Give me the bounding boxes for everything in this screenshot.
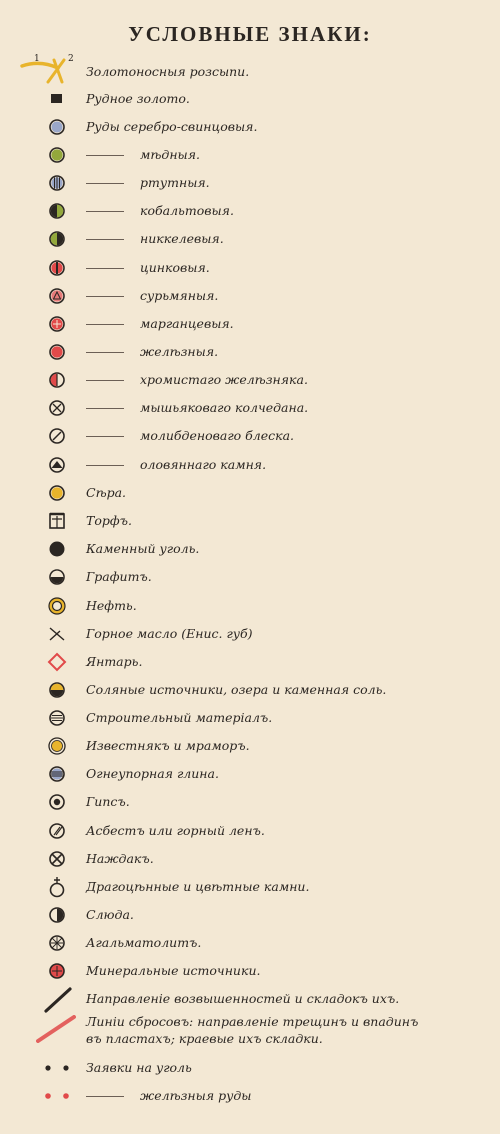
legend-item <box>0 732 500 760</box>
ditto-dash <box>86 1096 124 1097</box>
legend-item <box>0 141 500 169</box>
ditto-dash <box>86 211 124 212</box>
legend-label-text: Агальматолитъ. <box>86 935 202 950</box>
building-material-icon <box>40 704 74 732</box>
legend-label-text: никкелевыя. <box>140 231 224 246</box>
legend-label-text: Наждакъ. <box>86 851 154 866</box>
legend-label-text: мышьяковаго колчедана. <box>140 400 309 415</box>
legend-label-text: Янтарь. <box>86 654 143 669</box>
mineral-spring-icon <box>40 957 74 985</box>
oil-icon <box>40 592 74 620</box>
zinc-icon <box>40 254 74 282</box>
legend-label-text: въ пластахъ; краевые ихъ складки. <box>86 1031 323 1046</box>
gemstone-icon <box>40 873 74 901</box>
legend-label-text: Нефть. <box>86 598 137 613</box>
legend-label <box>86 626 253 641</box>
ditto-dash <box>86 324 124 325</box>
mountain-oil-icon <box>40 620 74 648</box>
legend-label <box>86 823 265 838</box>
gypsum-icon <box>40 788 74 816</box>
legend-label-text: Заявки на уголь <box>86 1060 192 1075</box>
nickel-icon <box>40 225 74 253</box>
coal-icon <box>40 535 74 563</box>
legend-item <box>0 85 500 113</box>
legend-label <box>86 682 386 697</box>
legend-item <box>0 366 500 394</box>
legend-label <box>86 654 142 669</box>
ridge-direction-icon <box>40 985 74 1013</box>
legend-label-text: молибденоваго блеска. <box>140 428 295 443</box>
sulfur-icon <box>40 479 74 507</box>
legend-label-text: Огнеупорная глина. <box>86 766 219 781</box>
legend-label <box>86 935 201 950</box>
legend-label <box>86 738 250 753</box>
tin-icon <box>40 451 74 479</box>
legend-label <box>86 64 249 79</box>
iron-icon <box>40 338 74 366</box>
agalmatolite-icon <box>40 929 74 957</box>
gold-placer-number: 2 <box>68 54 74 64</box>
legend-label-text: Драгоцѣнные и цвѣтные камни. <box>86 879 310 894</box>
legend-label <box>86 963 260 978</box>
legend-item <box>0 394 500 422</box>
ditto-dash <box>86 465 124 466</box>
legend-item <box>0 479 500 507</box>
legend-label <box>86 1013 418 1047</box>
legend-item <box>0 54 500 86</box>
legend-label <box>86 851 154 866</box>
silver-lead-icon <box>40 113 74 141</box>
mica-icon <box>40 901 74 929</box>
legend-item <box>0 676 500 704</box>
ore-gold-square-icon <box>40 85 74 113</box>
legend-label-text: Соляные источники, озера и каменная соль. <box>86 682 387 697</box>
legend-label-text: Гипсъ. <box>86 794 130 809</box>
chromite-icon <box>40 366 74 394</box>
legend-item <box>0 507 500 535</box>
legend-label <box>86 766 219 781</box>
legend-item <box>0 845 500 873</box>
legend-label-text: Золотоносныя розсыпи. <box>86 64 250 79</box>
gold-placer-icon <box>18 58 74 86</box>
legend-label <box>86 91 190 106</box>
ditto-dash <box>86 296 124 297</box>
legend-label-text: Направленіе возвышенностей и складокъ ихъ. <box>86 991 400 1006</box>
legend-label-text: ртутныя. <box>140 175 210 190</box>
legend-label <box>86 372 308 387</box>
legend-item <box>0 1082 500 1110</box>
legend-label <box>86 428 294 443</box>
legend-label-text: хромистаго желѣзняка. <box>140 372 308 387</box>
legend-label-text: мѣдныя. <box>140 147 200 162</box>
legend-item <box>0 197 500 225</box>
legend-item <box>0 929 500 957</box>
legend-label <box>86 288 218 303</box>
legend-label <box>86 203 234 218</box>
legend-label-text: Известнякъ и мраморъ. <box>86 738 250 753</box>
legend-label <box>86 598 137 613</box>
legend-label <box>86 907 134 922</box>
ditto-dash <box>86 352 124 353</box>
legend-item <box>0 535 500 563</box>
legend-label-text: Линіи сбросовъ: направленіе трещинъ и впадинъ <box>86 1014 419 1029</box>
legend-item <box>0 225 500 253</box>
legend-item <box>0 760 500 788</box>
legend-item <box>0 704 500 732</box>
fireclay-icon <box>40 760 74 788</box>
legend-label <box>86 231 224 246</box>
legend-label-text: Слюда. <box>86 907 134 922</box>
ditto-dash <box>86 436 124 437</box>
legend-label-text: Асбестъ или горный ленъ. <box>86 823 265 838</box>
legend-label-text: Каменный уголь. <box>86 541 200 556</box>
legend-item <box>0 422 500 450</box>
legend-label <box>86 119 257 134</box>
ditto-dash <box>86 155 124 156</box>
legend-item <box>0 901 500 929</box>
legend-label-text: сурьмяныя. <box>140 288 219 303</box>
iron-claim-icon <box>40 1082 74 1110</box>
legend-label-text: Руды серебро-свинцовыя. <box>86 119 258 134</box>
legend-label <box>86 316 234 331</box>
legend-label-text: желѣзныя руды <box>140 1088 252 1103</box>
legend-label <box>86 175 210 190</box>
legend-label <box>86 400 308 415</box>
manganese-icon <box>40 310 74 338</box>
legend-label-text: оловяннаго камня. <box>140 457 267 472</box>
legend-label-text: цинковыя. <box>140 260 210 275</box>
legend-item <box>0 1054 500 1082</box>
legend-label-text: Торфъ. <box>86 513 132 528</box>
legend-item <box>0 113 500 141</box>
legend-label <box>86 344 218 359</box>
ditto-dash <box>86 183 124 184</box>
legend-label <box>86 991 399 1006</box>
cobalt-icon <box>40 197 74 225</box>
emery-icon <box>40 845 74 873</box>
limestone-icon <box>40 732 74 760</box>
legend-item <box>0 620 500 648</box>
legend-label-text: марганцевыя. <box>140 316 234 331</box>
legend-item <box>0 873 500 901</box>
legend-item <box>0 282 500 310</box>
legend-label-text: кобальтовыя. <box>140 203 234 218</box>
legend-label <box>86 1060 192 1075</box>
legend-label <box>86 710 272 725</box>
legend-label-text: Графитъ. <box>86 569 152 584</box>
legend-label <box>86 569 152 584</box>
fault-line-icon <box>34 1013 78 1045</box>
legend-item <box>0 451 500 479</box>
legend-label-text: Горное масло (Енис. губ) <box>86 626 253 641</box>
legend-label <box>86 794 130 809</box>
legend-item <box>0 985 500 1013</box>
legend-label-text: Минеральные источники. <box>86 963 261 978</box>
copper-icon <box>40 141 74 169</box>
salt-icon <box>40 676 74 704</box>
legend-label <box>86 513 132 528</box>
ditto-dash <box>86 268 124 269</box>
legend-item <box>0 1013 500 1046</box>
legend-item <box>0 254 500 282</box>
legend-item <box>0 169 500 197</box>
legend-label-text: Рудное золото. <box>86 91 190 106</box>
ditto-dash <box>86 239 124 240</box>
antimony-icon <box>40 282 74 310</box>
legend-item <box>0 592 500 620</box>
legend-title: УСЛОВНЫЕ ЗНАКИ: <box>128 22 372 46</box>
gold-placer-number: 1 <box>34 54 40 64</box>
ditto-dash <box>86 408 124 409</box>
asbestos-icon <box>40 817 74 845</box>
legend-label <box>86 457 266 472</box>
legend-label <box>86 879 309 894</box>
legend-item <box>0 310 500 338</box>
legend-label <box>86 1088 251 1103</box>
legend-label <box>86 541 199 556</box>
legend-label-text: Строительный матеріалъ. <box>86 710 273 725</box>
legend-label-text: желѣзныя. <box>140 344 219 359</box>
legend-item <box>0 648 500 676</box>
amber-icon <box>40 648 74 676</box>
legend-label <box>86 485 126 500</box>
molybdenite-icon <box>40 422 74 450</box>
coal-claim-icon <box>40 1054 74 1082</box>
legend-label-text: Сѣра. <box>86 485 127 500</box>
arsenopyrite-icon <box>40 394 74 422</box>
legend-item <box>0 563 500 591</box>
legend-item <box>0 788 500 816</box>
peat-icon <box>40 507 74 535</box>
legend-label <box>86 260 210 275</box>
ditto-dash <box>86 380 124 381</box>
graphite-icon <box>40 563 74 591</box>
mercury-icon <box>40 169 74 197</box>
legend-label <box>86 147 200 162</box>
legend-item <box>0 338 500 366</box>
legend-item <box>0 957 500 985</box>
legend-item <box>0 817 500 845</box>
